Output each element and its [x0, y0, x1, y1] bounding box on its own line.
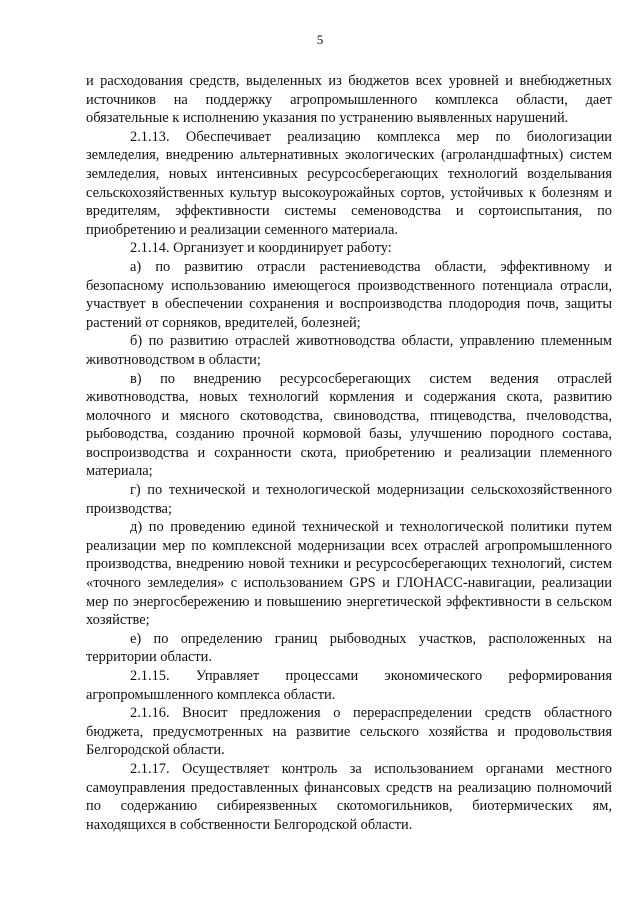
page-number: 5: [316, 32, 324, 47]
list-item-e: е) по определению границ рыбоводных участков, расположенных на территории области.: [86, 630, 612, 666]
paragraph-2-1-15: 2.1.15. Управляет процессами экономического реформирования агропромышленного комплекса области.: [86, 668, 612, 703]
list-item-b: б) по развитию отраслей животноводства области, управлению племенным животноводством в области;: [86, 333, 612, 368]
list-item-g: г) по технической и технологической модернизации сельскохозяйственного производства;: [86, 482, 612, 517]
paragraph-2-1-13: 2.1.13. Обеспечивает реализацию комплекса мер по биологизации земледелия, внедрению альтернативных экологических (агроландшафтных) систем земледелия, новых интенсивных ресурсосберегающих технологий возделывания сельскохозяйственных культур высокоурожайных сортов, устойчивых к болезням и вредителям, эффективности системы семеноводства и сортоиспытания, по приобретению и реализации семенного материала.: [86, 128, 612, 238]
paragraph-2-1-14: 2.1.14. Организует и координирует работу:: [130, 240, 392, 257]
list-item-v: в) по внедрению ресурсосберегающих систем ведения отраслей животноводства, новых технологий кормления и содержания скота, развитию молочного и мясного скотоводства, свиноводства, птицеводства, пчеловодства, рыбоводства, созданию прочной кормовой базы, улучшению породного состава, воспроизводства и сохранности скота, приобретению и реализации племенного материала;: [86, 370, 612, 480]
paragraph-continuation: и расходования средств, выделенных из бюджетов всех уровней и внебюджетных источников на поддержку агропромышленного комплекса области, дает обязательные к исполнению указания по устранению выявленных нарушений.: [86, 73, 612, 127]
paragraph-2-1-16: 2.1.16. Вносит предложения о перераспределении средств областного бюджета, предусмотренных на развитие сельского хозяйства и продовольствия Белгородской области.: [86, 705, 612, 759]
list-item-d: д) по проведению единой технической и технологической политики путем реализации мер по комплексной модернизации всех отраслей агропромышленного производства, внедрению новой техники и ресурсосберегающих технологий, систем «точного земледелия» с использованием GPS и ГЛОНАСС-навигации, реализации мер по энергосбережению и повышению энергетической эффективности в сельском хозяйстве;: [86, 519, 612, 629]
paragraph-2-1-17: 2.1.17. Осуществляет контроль за использованием органами местного самоуправления предоставленных финансовых средств на реализацию полномочий по содержанию сибиреязвенных скотомогильников, биотермических ям, находящихся в собственности Белгородской области.: [86, 760, 612, 833]
document-body: [86, 72, 612, 834]
list-item-a: а) по развитию отрасли растениеводства области, эффективному и безопасному использованию имеющегося производственного потенциала отрасли, участвует в обеспечении сохранения и воспроизводства плодородия почв, защиты растений от сорняков, вредителей, болезней;: [86, 258, 612, 331]
